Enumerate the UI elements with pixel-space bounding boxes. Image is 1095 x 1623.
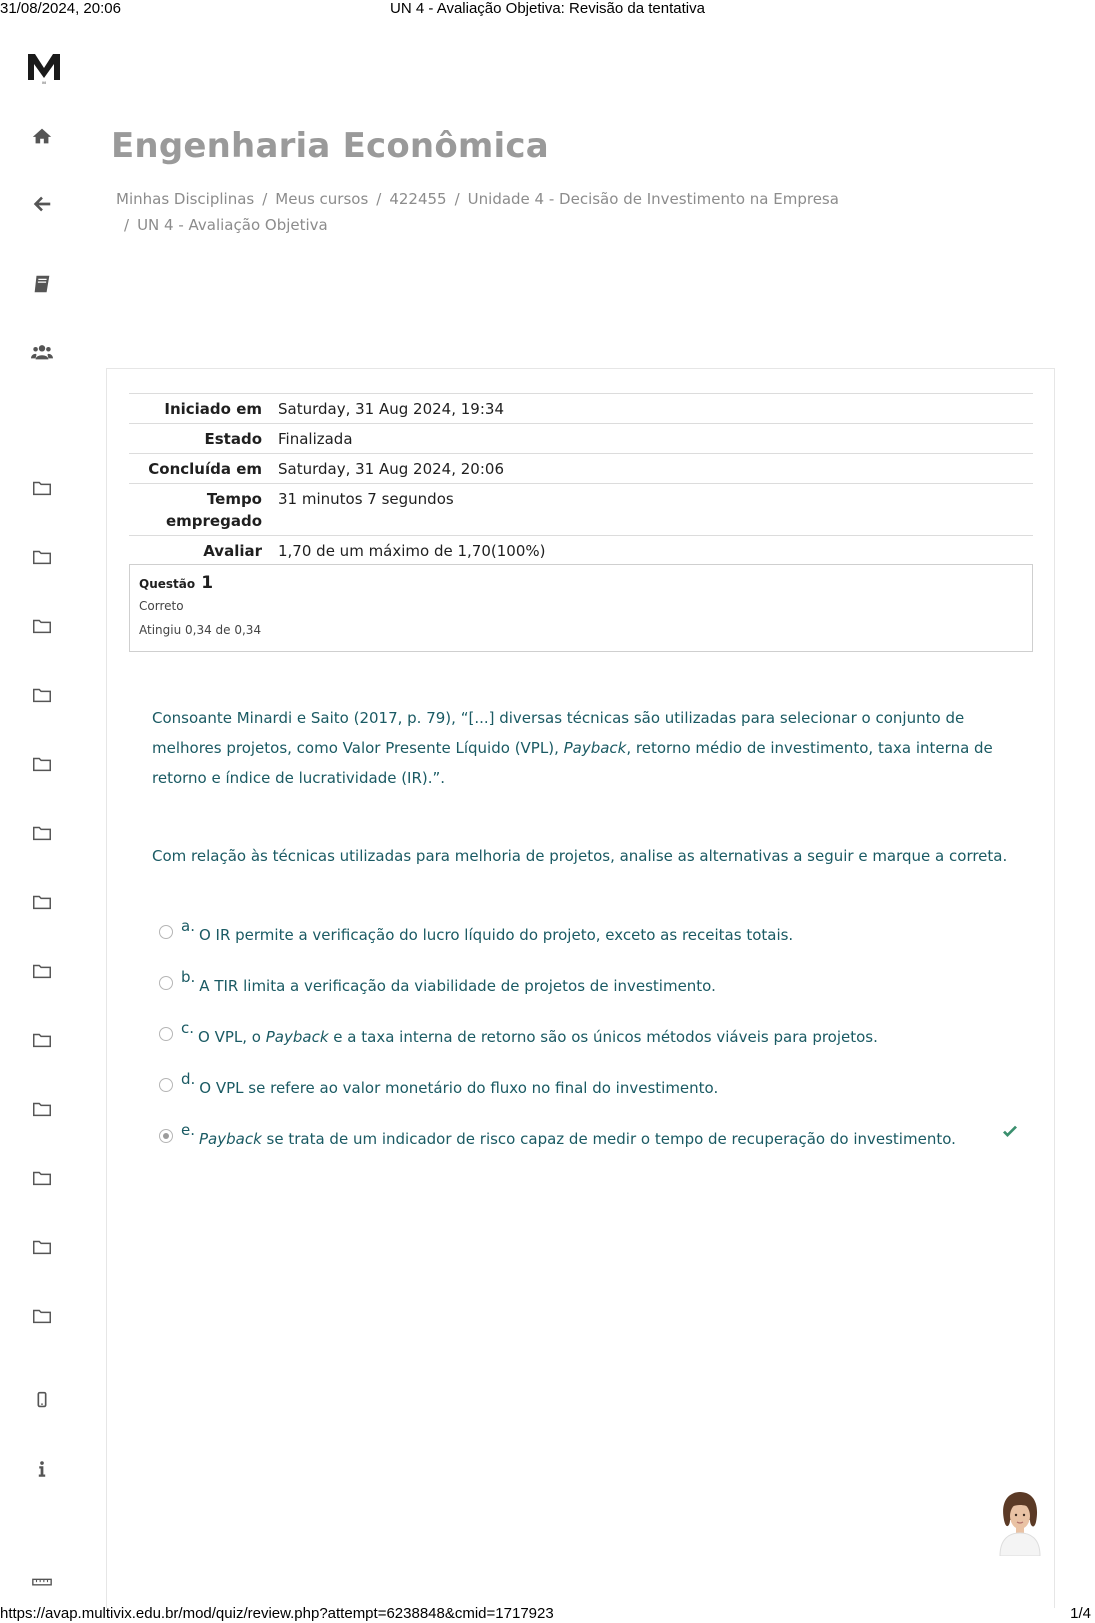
summary-row-state [129, 424, 1033, 454]
folder-icon[interactable] [30, 476, 54, 500]
attempt-summary-table [129, 393, 1033, 565]
question-info-box [129, 564, 1033, 652]
summary-row-time-taken [129, 484, 1033, 536]
breadcrumb [116, 186, 876, 238]
print-header [0, 0, 1095, 18]
summary-value: 31 minutos 7 segundos [278, 490, 454, 508]
breadcrumb-separator: / [376, 190, 382, 208]
folder-icon[interactable] [30, 890, 54, 914]
breadcrumb-course-id[interactable]: 422455 [389, 190, 447, 208]
print-url: https://avap.multivix.edu.br/mod/quiz/review.php?attempt=6238848&cmid=1717923 [0, 1605, 554, 1622]
folder-icon[interactable] [30, 821, 54, 845]
answer-text: A TIR limita a verificação da viabilidade de projetos de investimento. [199, 977, 716, 995]
answer-option-a[interactable] [159, 917, 1019, 968]
summary-value: 1,70 de um máximo de 1,70(100%) [278, 542, 546, 560]
answer-text: O IR permite a verificação do lucro líquido do projeto, exceto as receitas totais. [198, 926, 794, 944]
breadcrumb-unidade[interactable]: Unidade 4 - Decisão de Investimento na Empresa [467, 190, 839, 208]
answer-text: Payback se trata de um indicador de risco capaz de medir o tempo de recuperação do investimento. [199, 1130, 956, 1148]
summary-value: Finalizada [278, 430, 353, 448]
info-icon[interactable] [30, 1457, 54, 1481]
breadcrumb-separator: / [454, 190, 460, 208]
answer-option-d[interactable] [159, 1070, 1019, 1121]
radio-button-selected[interactable] [159, 1129, 173, 1143]
summary-row-completed [129, 454, 1033, 484]
folder-icon[interactable] [30, 1028, 54, 1052]
summary-label: Estado [204, 430, 262, 448]
answer-letter: b. [181, 968, 196, 986]
summary-label: Iniciado em [164, 400, 262, 418]
back-arrow-icon[interactable] [30, 192, 54, 216]
answer-letter: d. [181, 1070, 196, 1088]
sidebar [0, 40, 84, 1600]
answer-letter: a. [181, 917, 195, 935]
folder-icon[interactable] [30, 1235, 54, 1259]
folder-icon[interactable] [30, 1304, 54, 1328]
answer-option-c[interactable] [159, 1019, 1019, 1070]
breadcrumb-separator: / [262, 190, 268, 208]
folder-icon[interactable] [30, 1166, 54, 1190]
folder-icon[interactable] [30, 683, 54, 707]
print-footer [0, 1603, 1095, 1623]
book-icon[interactable] [30, 272, 54, 296]
users-icon[interactable] [30, 340, 54, 364]
breadcrumb-meus-cursos[interactable]: Meus cursos [275, 190, 369, 208]
svg-text:M: M [42, 80, 46, 84]
radio-button[interactable] [159, 925, 173, 939]
assistant-avatar[interactable] [996, 1490, 1044, 1556]
breadcrumb-quiz[interactable]: UN 4 - Avaliação Objetiva [137, 216, 328, 234]
answer-text: O VPL, o Payback e a taxa interna de retorno são os únicos métodos viáveis para projetos. [198, 1028, 878, 1046]
logo-icon[interactable] [26, 48, 62, 84]
summary-row-started [129, 394, 1033, 424]
question-state: Correto [139, 599, 184, 613]
summary-value: Saturday, 31 Aug 2024, 19:34 [278, 400, 504, 418]
print-title: UN 4 - Avaliação Objetiva: Revisão da tentativa [390, 0, 705, 17]
quiz-review-panel [106, 368, 1055, 1608]
breadcrumb-minhas-disciplinas[interactable]: Minhas Disciplinas [116, 190, 255, 208]
summary-value: Saturday, 31 Aug 2024, 20:06 [278, 460, 504, 478]
answer-option-b[interactable] [159, 968, 1019, 1019]
correct-check-icon [1001, 1123, 1019, 1141]
ruler-icon[interactable] [30, 1576, 54, 1590]
breadcrumb-separator: / [124, 216, 130, 234]
answer-option-e[interactable] [159, 1121, 1019, 1172]
folder-icon[interactable] [30, 752, 54, 776]
answer-options [159, 917, 1019, 1172]
page-title: Engenharia Econômica [111, 126, 549, 166]
mobile-icon[interactable] [30, 1388, 54, 1412]
radio-button[interactable] [159, 1027, 173, 1041]
question-number: Questão 1 [139, 573, 214, 593]
folder-icon[interactable] [30, 959, 54, 983]
answer-text: O VPL se refere ao valor monetário do fluxo no final do investimento. [199, 1079, 719, 1097]
print-page-number: 1/4 [1070, 1605, 1091, 1622]
radio-button[interactable] [159, 1078, 173, 1092]
radio-button[interactable] [159, 976, 173, 990]
home-icon[interactable] [30, 124, 54, 148]
folder-icon[interactable] [30, 545, 54, 569]
answer-letter: c. [181, 1019, 195, 1037]
print-date: 31/08/2024, 20:06 [0, 0, 121, 17]
question-text: Consoante Minardi e Saito (2017, p. 79), “[...] diversas técnicas são utilizadas para selecionar o conjunto de melhores projetos, como Valor Presente Líquido (VPL), Payback, retorno médio de investimento, taxa interna de retorno e índice de lucratividade (IR).”. [152, 709, 993, 787]
summary-label: Avaliar [203, 542, 262, 560]
question-grade: Atingiu 0,34 de 0,34 [139, 623, 262, 637]
question-prompt: Com relação às técnicas utilizadas para melhoria de projetos, analise as alternativas a seguir e marque a correta. [152, 847, 1008, 865]
summary-row-grade [129, 536, 1033, 566]
answer-letter: e. [181, 1121, 195, 1139]
folder-icon[interactable] [30, 614, 54, 638]
summary-label: Tempo empregado [165, 490, 262, 530]
summary-label: Concluída em [148, 460, 262, 478]
folder-icon[interactable] [30, 1097, 54, 1121]
